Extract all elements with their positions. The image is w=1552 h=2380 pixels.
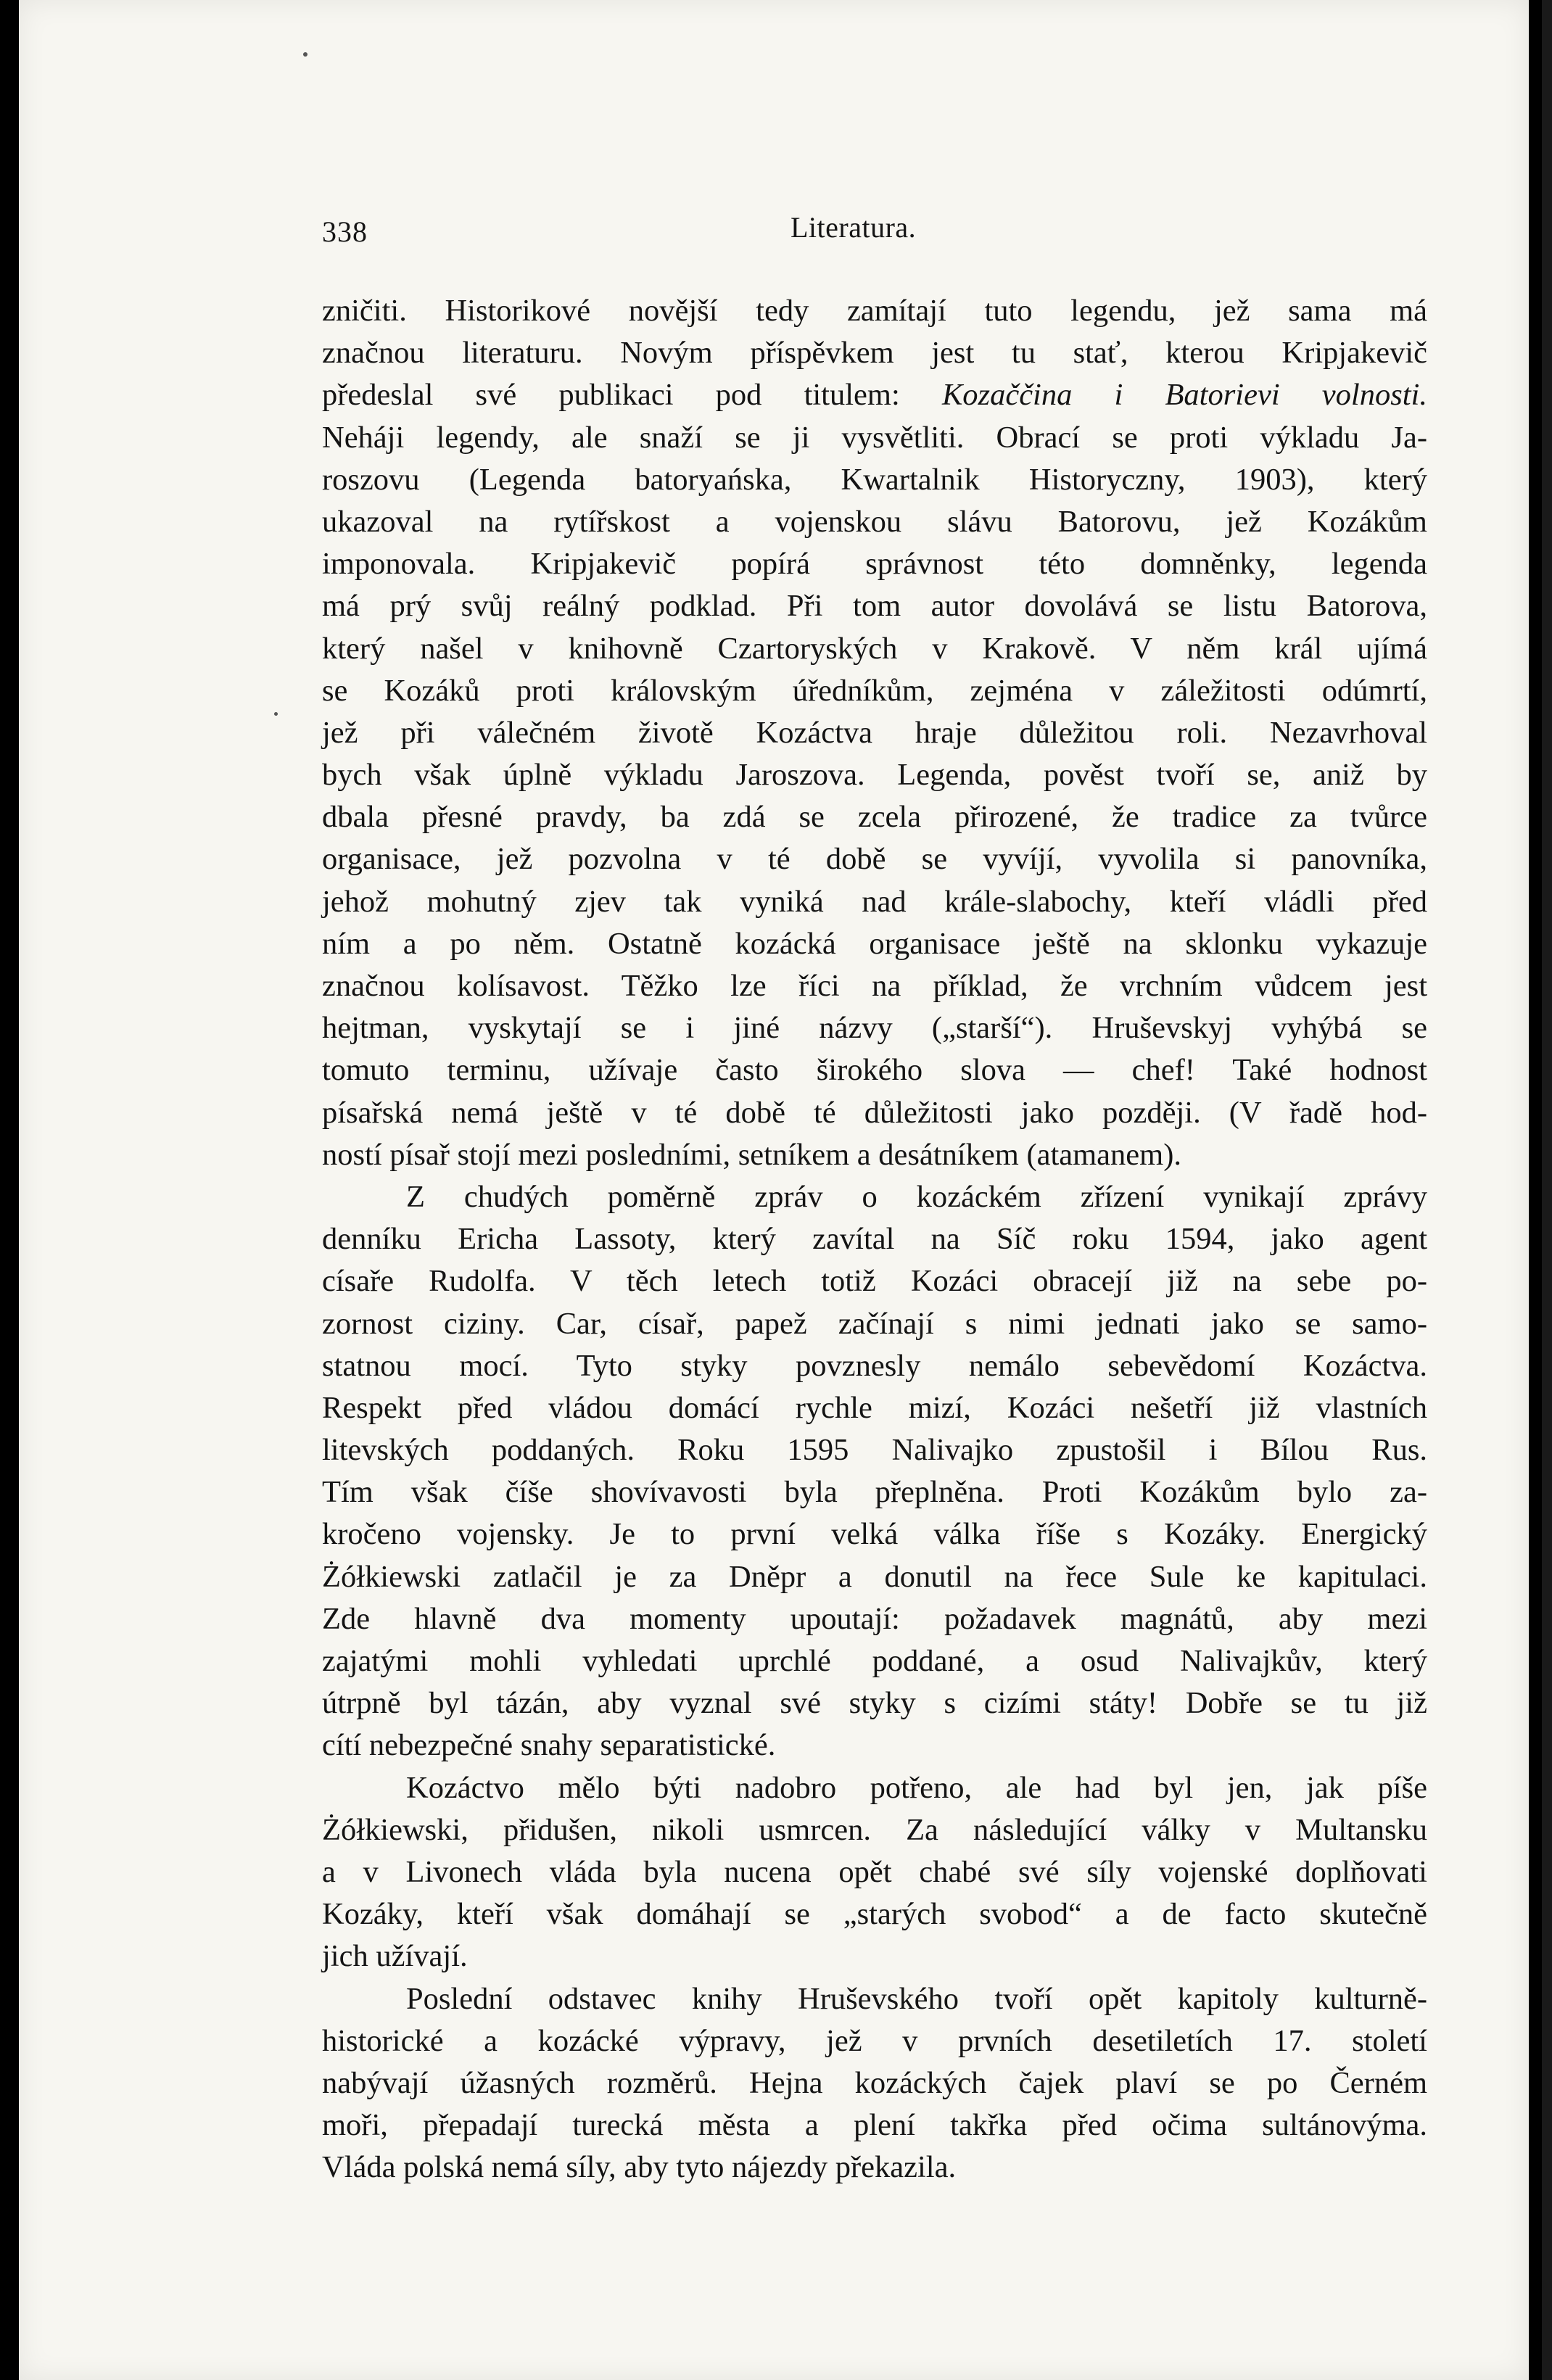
text-line: jich užívají. bbox=[322, 1939, 468, 1974]
text-line: Żółkiewski zatlačil je za Dněpr a donutil na řece Sule ke kapitulaci. bbox=[322, 1559, 1427, 1594]
text-line: roszovu (Legenda batoryańska, Kwartalnik Historyczny, 1903), který bbox=[322, 462, 1427, 497]
text-line: útrpně byl tázán, aby vyznal své styky s cizími státy! Dobře se tu již bbox=[322, 1686, 1427, 1721]
text-line: značnou literaturu. Novým příspěvkem jest tu stať, kterou Kripjakevič bbox=[322, 336, 1427, 371]
text-line: ukazoval na rytířskost a vojenskou slávu Batorovu, jež Kozákům bbox=[322, 504, 1427, 539]
text-line: Kozáctvo mělo býti nadobro potřeno, ale had byl jen, jak píše bbox=[406, 1770, 1427, 1805]
text-line: jehož mohutný zjev tak vyniká nad krále-slabochy, kteří vládli před bbox=[322, 884, 1427, 919]
text-line: Z chudých poměrně zpráv o kozáckém zřízení vynikají zprávy bbox=[406, 1179, 1427, 1214]
text-line: zničiti. Historikové novější tedy zamítají tuto legendu, jež sama má bbox=[322, 294, 1427, 328]
text-line: litevských poddaných. Roku 1595 Nalivajko zpustošil i Bílou Rus. bbox=[322, 1433, 1427, 1468]
text-line: který našel v knihovně Czartoryských v Krakově. V něm král ujímá bbox=[322, 631, 1427, 666]
text-line: Kozáky, kteří však domáhají se „starých svobod“ a de facto skutečně bbox=[322, 1897, 1427, 1932]
text-line: denníku Ericha Lassoty, který zavítal na Síč roku 1594, jako agent bbox=[322, 1222, 1427, 1257]
text-line: zornost ciziny. Car, císař, papež začínají s nimi jednati jako se samo- bbox=[322, 1306, 1427, 1341]
text-line: historické a kozácké výpravy, jež v prvních desetiletích 17. století bbox=[322, 2023, 1427, 2058]
text-line: se Kozáků proti královským úředníkům, zejména v záležitosti odúmrtí, bbox=[322, 673, 1427, 708]
text-line: moři, přepadají turecká města a plení takřka před očima sultánovýma. bbox=[322, 2108, 1427, 2143]
text-line: Żółkiewski, přidušen, nikoli usmrcen. Za následující války v Multansku bbox=[322, 1812, 1427, 1847]
text-line: Respekt před vládou domácí rychle mizí, Kozáci nešetří již vlastních bbox=[322, 1390, 1427, 1425]
text-line: Neháji legendy, ale snaží se ji vysvětliti. Obrací se proti výkladu Ja- bbox=[322, 420, 1427, 455]
text-line: Poslední odstavec knihy Hruševského tvoří opět kapitoly kulturně- bbox=[406, 1981, 1427, 2016]
page-number: 338 bbox=[322, 215, 368, 248]
text-line: má prý svůj reálný podklad. Při tom autor dovolává se listu Batorova, bbox=[322, 589, 1427, 624]
text-line: ním a po něm. Ostatně kozácká organisace ještě na sklonku vykazuje bbox=[322, 926, 1427, 961]
text-line: Zde hlavně dva momenty upoutají: požadavek magnátů, aby mezi bbox=[322, 1601, 1427, 1636]
body-text bbox=[322, 290, 1427, 2189]
text-line: cítí nebezpečné snahy separatistické. bbox=[322, 1728, 776, 1763]
text-line: zajatými mohli vyhledati uprchlé poddané, a osud Nalivajkův, který bbox=[322, 1644, 1427, 1678]
italic-title: Kozaččina i Batorievi volnosti. bbox=[941, 378, 1427, 413]
text-line: císaře Rudolfa. V těch letech totiž Kozáci obracejí již na sebe po- bbox=[322, 1264, 1427, 1299]
text-line: kročeno vojensky. Je to první velká válka říše s Kozáky. Energický bbox=[322, 1517, 1427, 1552]
text-line: Vláda polská nemá síly, aby tyto nájezdy překazila. bbox=[322, 2150, 957, 2185]
text-line: značnou kolísavost. Těžko lze říci na příklad, že vrchním vůdcem jest bbox=[322, 969, 1427, 1003]
text-line: organisace, jež pozvolna v té době se vyvíjí, vyvolila si panovníka, bbox=[322, 842, 1427, 877]
text-line: jež při válečném životě Kozáctva hraje důležitou roli. Nezavrhoval bbox=[322, 715, 1427, 750]
text-line: dbala přesné pravdy, ba zdá se zcela přirozené, že tradice za tvůrce bbox=[322, 800, 1427, 835]
text-line-plain: předeslal své publikaci pod titulem: bbox=[322, 378, 942, 413]
text-line: statnou mocí. Tyto styky povznesly nemálo sebevědomí Kozáctva. bbox=[322, 1348, 1427, 1383]
paper-speck bbox=[303, 52, 307, 57]
text-line bbox=[322, 374, 1427, 416]
text-line: hejtman, vyskytají se i jiné názvy („starší“). Hruševskyj vyhýbá se bbox=[322, 1011, 1427, 1046]
running-title: Literatura. bbox=[791, 211, 917, 244]
text-line: tomuto terminu, užívaje často širokého slova — chef! Také hodnost bbox=[322, 1053, 1427, 1088]
text-line: imponovala. Kripjakevič popírá správnost této domněnky, legenda bbox=[322, 547, 1427, 582]
page-header bbox=[322, 204, 1461, 248]
text-line: písařská nemá ještě v té době té důležitosti jako později. (V řadě hod- bbox=[322, 1095, 1427, 1130]
text-line: Tím však číše shovívavosti byla přeplněna. Proti Kozákům bylo za- bbox=[322, 1475, 1427, 1510]
text-line: bych však úplně výkladu Jaroszova. Legenda, pověst tvoří se, aniž by bbox=[322, 758, 1427, 793]
text-line: nabývají úžasných rozměrů. Hejna kozáckých čajek plaví se po Černém bbox=[322, 2065, 1427, 2100]
text-line: a v Livonech vláda byla nucena opět chabé své síly vojenské doplňovati bbox=[322, 1854, 1427, 1889]
text-line: ností písař stojí mezi posledními, setníkem a desátníkem (atamanem). bbox=[322, 1137, 1181, 1172]
page-edge bbox=[1542, 0, 1552, 2380]
book-page bbox=[19, 0, 1529, 2380]
paper-speck bbox=[274, 712, 278, 716]
